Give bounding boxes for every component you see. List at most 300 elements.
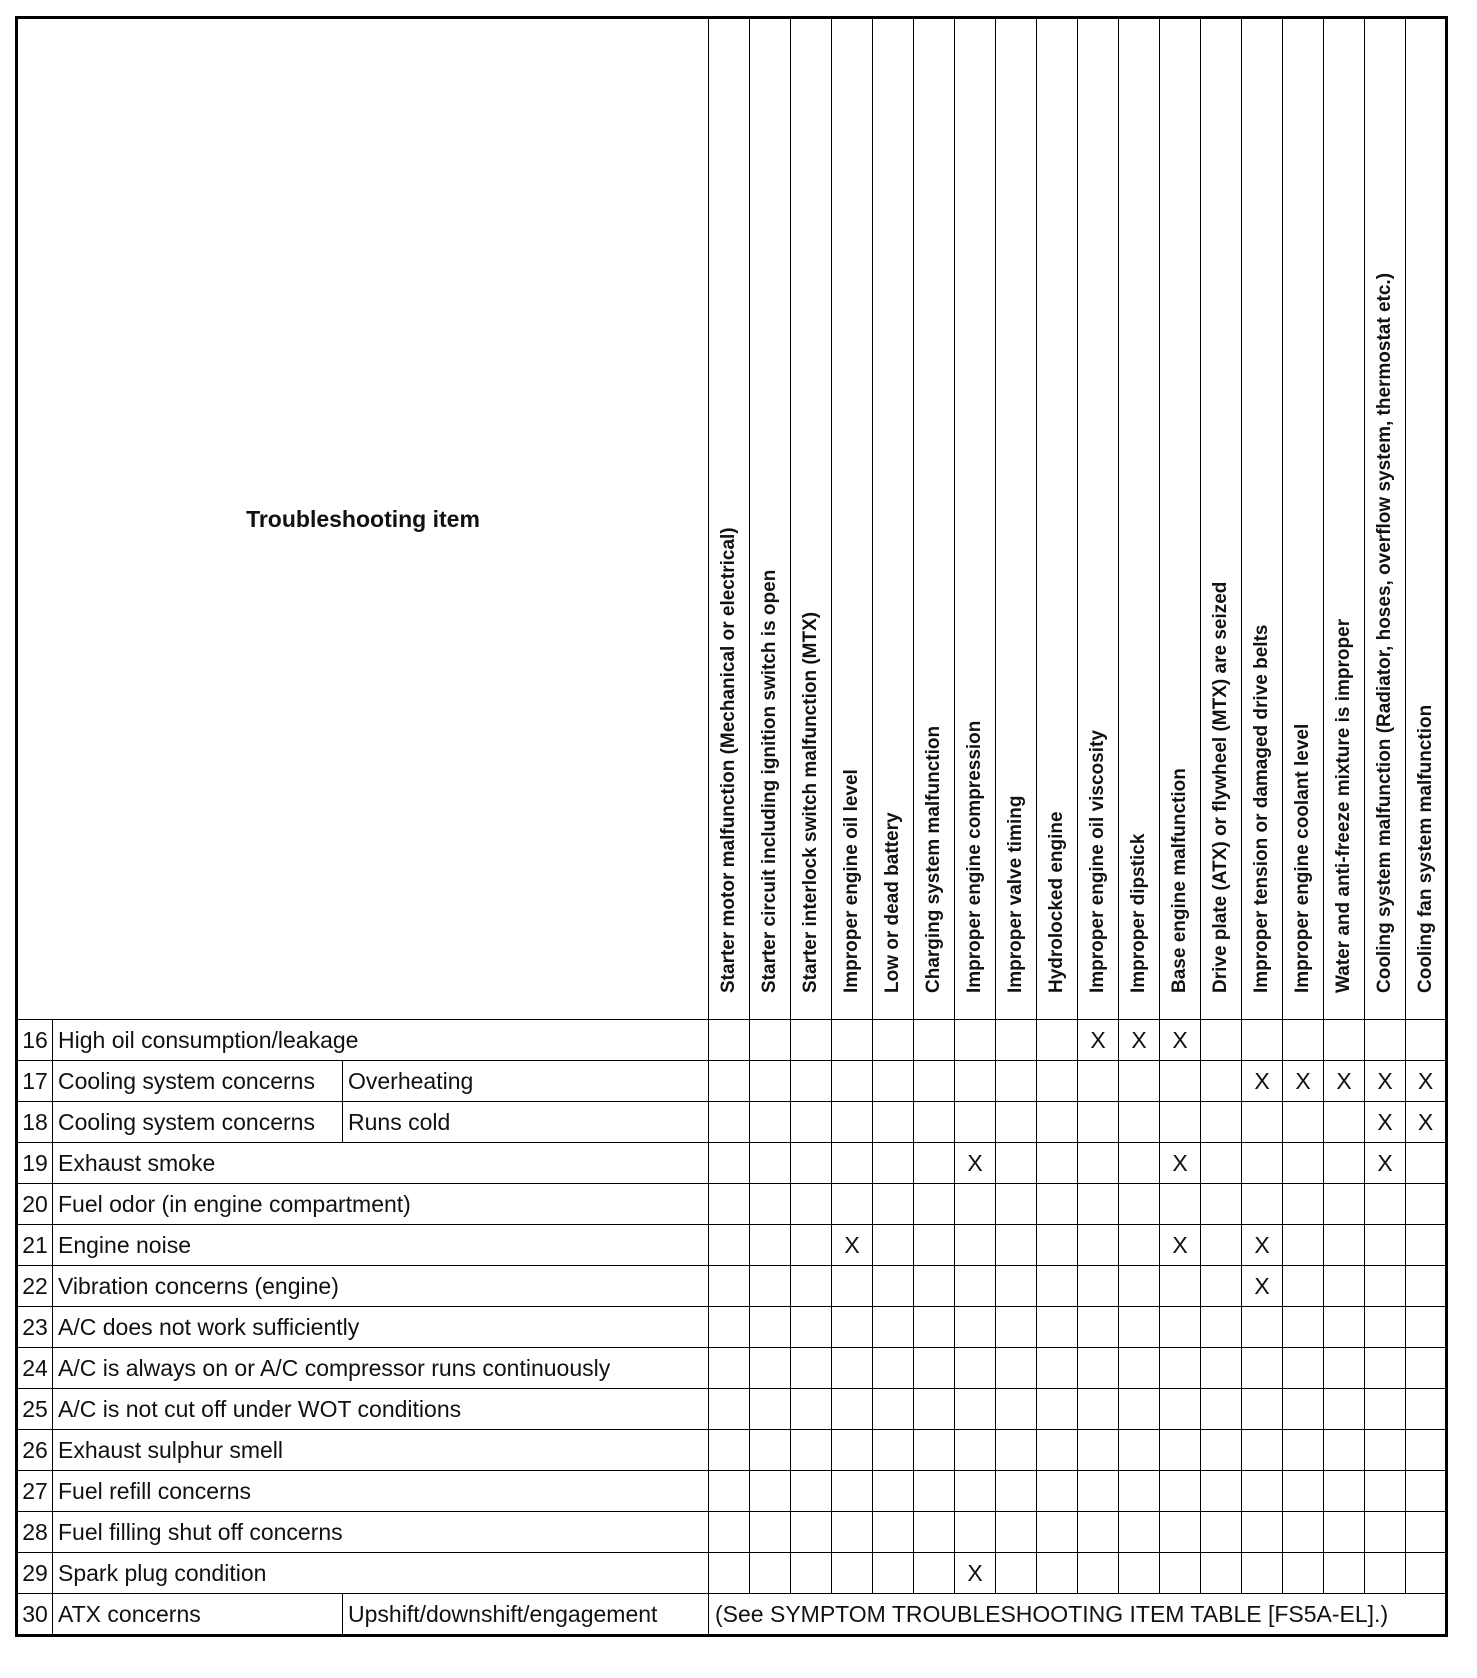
mark-cell [1283,1143,1324,1184]
mark-cell [955,1512,996,1553]
mark-cell: X [1406,1061,1447,1102]
mark-cell [791,1430,832,1471]
mark-cell [750,1266,791,1307]
mark-cell [709,1143,750,1184]
mark-cell [1119,1307,1160,1348]
mark-cell [996,1553,1037,1594]
mark-cell [832,1143,873,1184]
mark-cell [1242,1430,1283,1471]
table-row [17,1184,1447,1225]
row-item: A/C is always on or A/C compressor runs continuously [53,1348,709,1389]
mark-cell [1160,1430,1201,1471]
mark-cell [1324,1389,1365,1430]
column-header: Base engine malfunction [1160,18,1201,1020]
mark-cell [750,1020,791,1061]
mark-cell [1406,1553,1447,1594]
mark-cell [1283,1266,1324,1307]
mark-cell [955,1020,996,1061]
mark-cell [791,1143,832,1184]
mark-cell [873,1553,914,1594]
table-title: Troubleshooting item [17,18,709,1020]
mark-cell: X [955,1143,996,1184]
mark-cell [914,1348,955,1389]
table-row [17,1102,1447,1143]
mark-cell [1406,1307,1447,1348]
mark-cell [1242,1020,1283,1061]
mark-cell [1160,1184,1201,1225]
mark-cell [1160,1471,1201,1512]
mark-cell [914,1553,955,1594]
mark-cell [750,1061,791,1102]
mark-cell [1037,1184,1078,1225]
mark-cell [955,1430,996,1471]
mark-cell [1324,1348,1365,1389]
mark-cell [873,1348,914,1389]
mark-cell [832,1389,873,1430]
table-row [17,1512,1447,1553]
row-item: Engine noise [53,1225,709,1266]
mark-cell [791,1553,832,1594]
mark-cell: X [1406,1102,1447,1143]
table-row [17,1348,1447,1389]
mark-cell [709,1266,750,1307]
mark-cell [709,1061,750,1102]
mark-cell [1242,1307,1283,1348]
mark-cell: X [1242,1266,1283,1307]
mark-cell [1119,1553,1160,1594]
mark-cell [1406,1512,1447,1553]
mark-cell [1242,1471,1283,1512]
mark-cell [1201,1184,1242,1225]
column-header: Improper valve timing [996,18,1037,1020]
mark-cell [1406,1225,1447,1266]
row-item: Fuel filling shut off concerns [53,1512,709,1553]
table-row [17,1266,1447,1307]
mark-cell [1283,1020,1324,1061]
mark-cell [1406,1389,1447,1430]
mark-cell [1119,1430,1160,1471]
mark-cell [1283,1389,1324,1430]
mark-cell [1078,1266,1119,1307]
mark-cell [955,1348,996,1389]
mark-cell [914,1430,955,1471]
mark-cell [1119,1512,1160,1553]
mark-cell [1283,1553,1324,1594]
mark-cell [1037,1389,1078,1430]
table-row [17,1225,1447,1266]
mark-cell [1242,1143,1283,1184]
mark-cell [1160,1307,1201,1348]
mark-cell [1078,1389,1119,1430]
mark-cell [1037,1143,1078,1184]
mark-cell [955,1471,996,1512]
mark-cell [791,1389,832,1430]
mark-cell [1242,1389,1283,1430]
row-item: High oil consumption/leakage [53,1020,709,1061]
mark-cell [996,1061,1037,1102]
table-row [17,1143,1447,1184]
mark-cell [709,1307,750,1348]
mark-cell [791,1061,832,1102]
row-item: A/C is not cut off under WOT conditions [53,1389,709,1430]
table-row [17,1389,1447,1430]
mark-cell [1365,1266,1406,1307]
row-number: 17 [17,1061,53,1102]
mark-cell [955,1307,996,1348]
mark-cell [996,1430,1037,1471]
table-row [17,1061,1447,1102]
mark-cell [1160,1266,1201,1307]
mark-cell [1283,1430,1324,1471]
mark-cell [791,1102,832,1143]
mark-cell [1037,1348,1078,1389]
mark-cell [709,1512,750,1553]
column-header: Water and anti-freeze mixture is improper [1324,18,1365,1020]
mark-cell [832,1553,873,1594]
mark-cell [1078,1471,1119,1512]
column-header: Improper engine oil viscosity [1078,18,1119,1020]
mark-cell [873,1266,914,1307]
row-item: Fuel refill concerns [53,1471,709,1512]
mark-cell [1283,1471,1324,1512]
mark-cell: X [1078,1020,1119,1061]
mark-cell [750,1307,791,1348]
mark-cell [873,1184,914,1225]
mark-cell [1201,1266,1242,1307]
mark-cell [791,1471,832,1512]
mark-cell [1119,1184,1160,1225]
row-number: 18 [17,1102,53,1143]
mark-cell [1160,1102,1201,1143]
column-header: Improper engine coolant level [1283,18,1324,1020]
mark-cell [1201,1348,1242,1389]
mark-cell [1365,1471,1406,1512]
mark-cell [996,1389,1037,1430]
mark-cell [832,1430,873,1471]
mark-cell: X [1283,1061,1324,1102]
mark-cell [996,1143,1037,1184]
mark-cell [1078,1512,1119,1553]
mark-cell [1365,1020,1406,1061]
mark-cell [1078,1307,1119,1348]
mark-cell [750,1553,791,1594]
mark-cell: X [1160,1225,1201,1266]
mark-cell [1037,1471,1078,1512]
mark-cell [750,1348,791,1389]
mark-cell [914,1266,955,1307]
mark-cell [1406,1143,1447,1184]
mark-cell [914,1020,955,1061]
row-number: 25 [17,1389,53,1430]
row-number: 22 [17,1266,53,1307]
mark-cell [1324,1307,1365,1348]
mark-cell: X [1365,1061,1406,1102]
row-number: 23 [17,1307,53,1348]
mark-cell [1201,1307,1242,1348]
mark-cell [1242,1102,1283,1143]
mark-cell [996,1102,1037,1143]
row-number: 28 [17,1512,53,1553]
mark-cell [709,1102,750,1143]
mark-cell [1365,1225,1406,1266]
row-number: 24 [17,1348,53,1389]
mark-cell [750,1389,791,1430]
row-item: Cooling system concerns [53,1102,343,1143]
column-header: Improper dipstick [1119,18,1160,1020]
table-row [17,1430,1447,1471]
mark-cell [1037,1061,1078,1102]
column-header: Drive plate (ATX) or flywheel (MTX) are seized [1201,18,1242,1020]
mark-cell [1078,1102,1119,1143]
row-number: 20 [17,1184,53,1225]
mark-cell [1037,1430,1078,1471]
mark-cell [996,1184,1037,1225]
mark-cell [1201,1553,1242,1594]
mark-cell [1406,1266,1447,1307]
mark-cell [1283,1512,1324,1553]
mark-cell [832,1184,873,1225]
column-header: Cooling fan system malfunction [1406,18,1447,1020]
mark-cell [1324,1471,1365,1512]
row-number: 27 [17,1471,53,1512]
mark-cell [914,1389,955,1430]
mark-cell [1037,1020,1078,1061]
mark-cell [914,1061,955,1102]
mark-cell [873,1225,914,1266]
mark-cell [955,1061,996,1102]
column-header: Starter interlock switch malfunction (MTX) [791,18,832,1020]
table-row [17,1471,1447,1512]
mark-cell [750,1430,791,1471]
mark-cell [1283,1184,1324,1225]
mark-cell [873,1471,914,1512]
column-header: Improper engine compression [955,18,996,1020]
mark-cell [1365,1430,1406,1471]
mark-cell [832,1020,873,1061]
mark-cell [1324,1553,1365,1594]
mark-cell [1283,1102,1324,1143]
mark-cell [1037,1225,1078,1266]
mark-cell [1201,1430,1242,1471]
mark-cell [1406,1184,1447,1225]
mark-cell [1365,1348,1406,1389]
mark-cell [832,1061,873,1102]
mark-cell [1201,1020,1242,1061]
mark-cell [873,1430,914,1471]
mark-cell [791,1184,832,1225]
mark-cell [750,1102,791,1143]
mark-cell [709,1471,750,1512]
row-item: Exhaust smoke [53,1143,709,1184]
row-number: 21 [17,1225,53,1266]
row-number: 26 [17,1430,53,1471]
mark-cell [996,1225,1037,1266]
mark-cell [996,1512,1037,1553]
mark-cell [1160,1553,1201,1594]
mark-cell [1242,1553,1283,1594]
mark-cell: X [1242,1061,1283,1102]
table-row [17,1307,1447,1348]
row-item: Fuel odor (in engine compartment) [53,1184,709,1225]
row-item: Exhaust sulphur smell [53,1430,709,1471]
mark-cell [996,1348,1037,1389]
mark-cell [1324,1184,1365,1225]
mark-cell [709,1430,750,1471]
mark-cell [791,1225,832,1266]
mark-cell [1324,1512,1365,1553]
column-header: Improper tension or damaged drive belts [1242,18,1283,1020]
mark-cell [1119,1102,1160,1143]
column-header: Improper engine oil level [832,18,873,1020]
mark-cell [1324,1143,1365,1184]
mark-cell [1078,1184,1119,1225]
mark-cell [1037,1102,1078,1143]
mark-cell [955,1184,996,1225]
mark-cell [1078,1348,1119,1389]
mark-cell [709,1184,750,1225]
mark-cell [1201,1225,1242,1266]
mark-cell: X [1119,1020,1160,1061]
table-row [17,1020,1447,1061]
mark-cell [955,1266,996,1307]
row-item: Spark plug condition [53,1553,709,1594]
mark-cell [914,1307,955,1348]
row-number: 19 [17,1143,53,1184]
column-header: Hydrolocked engine [1037,18,1078,1020]
row-number: 30 [17,1594,53,1636]
mark-cell [791,1348,832,1389]
mark-cell [832,1512,873,1553]
mark-cell [1078,1553,1119,1594]
row-item: Vibration concerns (engine) [53,1266,709,1307]
mark-cell [1324,1225,1365,1266]
mark-cell [1037,1512,1078,1553]
mark-cell: X [1324,1061,1365,1102]
mark-cell [1365,1307,1406,1348]
mark-cell [750,1471,791,1512]
mark-cell: X [1365,1102,1406,1143]
mark-cell [1119,1389,1160,1430]
mark-cell [914,1143,955,1184]
mark-cell [1324,1430,1365,1471]
mark-cell [1119,1061,1160,1102]
mark-cell [791,1307,832,1348]
table-row [17,1553,1447,1594]
mark-cell [1406,1020,1447,1061]
mark-cell [750,1225,791,1266]
mark-cell [996,1266,1037,1307]
mark-cell: X [1365,1143,1406,1184]
mark-cell [873,1307,914,1348]
mark-cell [996,1471,1037,1512]
mark-cell [914,1471,955,1512]
mark-cell [1201,1389,1242,1430]
row-item: ATX concerns [53,1594,343,1636]
mark-cell [873,1143,914,1184]
mark-cell [873,1061,914,1102]
mark-cell [955,1389,996,1430]
mark-cell [832,1102,873,1143]
mark-cell [709,1225,750,1266]
table-row-last [17,1594,1447,1636]
mark-cell [873,1512,914,1553]
column-header: Low or dead battery [873,18,914,1020]
mark-cell [873,1389,914,1430]
mark-cell: X [955,1553,996,1594]
mark-cell [873,1102,914,1143]
mark-cell [1078,1430,1119,1471]
mark-cell [832,1266,873,1307]
mark-cell [955,1225,996,1266]
mark-cell [791,1512,832,1553]
mark-cell [1365,1512,1406,1553]
mark-cell [996,1020,1037,1061]
mark-cell: X [1242,1225,1283,1266]
mark-cell [1242,1184,1283,1225]
mark-cell [709,1553,750,1594]
column-header: Cooling system malfunction (Radiator, hoses, overflow system, thermostat etc.) [1365,18,1406,1020]
row-item: A/C does not work sufficiently [53,1307,709,1348]
mark-cell [1119,1348,1160,1389]
row-subitem: Overheating [343,1061,709,1102]
mark-cell [1324,1020,1365,1061]
mark-cell [1037,1553,1078,1594]
mark-cell [832,1348,873,1389]
mark-cell [1119,1143,1160,1184]
mark-cell: X [832,1225,873,1266]
mark-cell [1242,1348,1283,1389]
mark-cell [914,1184,955,1225]
mark-cell [832,1471,873,1512]
mark-cell [709,1348,750,1389]
mark-cell [1037,1266,1078,1307]
mark-cell [1365,1553,1406,1594]
mark-cell [1406,1348,1447,1389]
mark-cell [1037,1307,1078,1348]
mark-cell: X [1160,1143,1201,1184]
mark-cell [1119,1266,1160,1307]
mark-cell [1324,1102,1365,1143]
mark-cell [1078,1061,1119,1102]
mark-cell [709,1389,750,1430]
row-note: (See SYMPTOM TROUBLESHOOTING ITEM TABLE [FS5A-EL].) [709,1594,1447,1636]
row-item: Cooling system concerns [53,1061,343,1102]
mark-cell [1201,1512,1242,1553]
mark-cell [1119,1471,1160,1512]
mark-cell [1283,1348,1324,1389]
mark-cell [955,1102,996,1143]
mark-cell: X [1160,1020,1201,1061]
mark-cell [914,1512,955,1553]
row-number: 29 [17,1553,53,1594]
header-row [17,18,1447,1020]
mark-cell [914,1102,955,1143]
mark-cell [1160,1512,1201,1553]
mark-cell [750,1512,791,1553]
mark-cell [1078,1225,1119,1266]
mark-cell [1201,1102,1242,1143]
mark-cell [1201,1471,1242,1512]
mark-cell [1365,1389,1406,1430]
row-subitem: Upshift/downshift/engagement [343,1594,709,1636]
mark-cell [750,1143,791,1184]
mark-cell [1160,1389,1201,1430]
mark-cell [1324,1266,1365,1307]
row-subitem: Runs cold [343,1102,709,1143]
mark-cell [996,1307,1037,1348]
troubleshooting-table [15,16,1448,1637]
mark-cell [1201,1061,1242,1102]
